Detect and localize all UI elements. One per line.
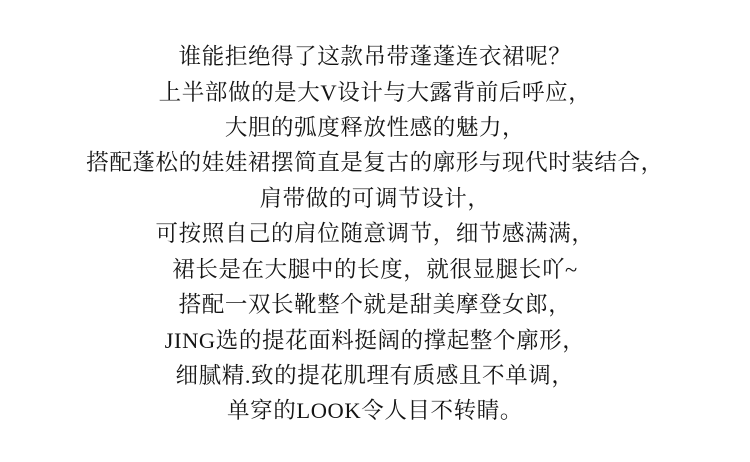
text-line: 可按照自己的肩位随意调节，细节感满满， [155,221,595,247]
text-line: 搭配一双长靴整个就是甜美摩登女郎， [178,292,572,318]
product-description-text [0,33,750,428]
text-line: 上半部做的是大V设计与大露背前后呼应， [158,79,592,105]
text-line: JING选的提花面料挺阔的撑起整个廓形， [164,327,586,353]
text-line: 搭配蓬松的娃娃裙摆简直是复古的廓形与现代时装结合， [86,150,664,176]
text-line: 谁能拒绝得了这款吊带蓬蓬连衣裙呢？ [178,44,572,70]
text-line: 大胆的弧度释放性感的魅力， [224,115,526,141]
text-line: 单穿的LOOK令人目不转睛。 [227,398,523,424]
text-line: 细腻精.致的提花肌理有质感且不单调， [175,362,575,388]
text-line: 裙长是在大腿中的长度，就很显腿长吖~ [172,256,578,282]
text-line: 肩带做的可调节设计， [259,185,491,211]
